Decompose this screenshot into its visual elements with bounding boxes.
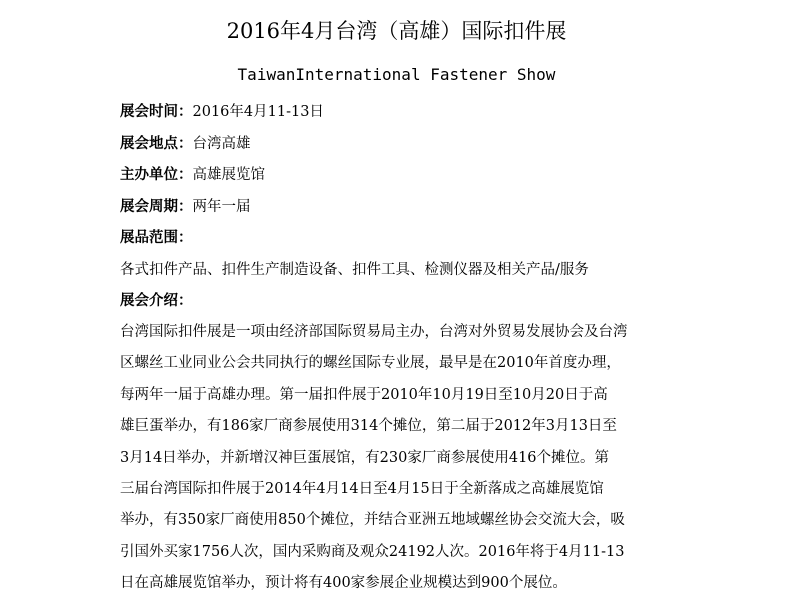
- exhibits-text: 各式扣件产品、扣件生产制造设备、扣件工具、检测仪器及相关产品/服务: [120, 261, 589, 278]
- info-label: 主办单位：: [120, 167, 193, 183]
- document-title: 2016年4月台湾（高雄）国际扣件展: [226, 19, 567, 43]
- intro-line: 日在高雄展览馆举办，预计将有400家参展企业规模达到900个展位。: [120, 575, 567, 592]
- info-value: 2016年4月11-13日: [192, 104, 324, 120]
- intro-line: 每两年一届于高雄办理。第一届扣件展于2010年10月19日至10月20日于高: [120, 386, 608, 403]
- info-row-time: [120, 97, 680, 129]
- info-label: 展会地点：: [120, 135, 193, 152]
- info-label: 展会时间：: [120, 104, 193, 120]
- info-value: 两年一届: [192, 198, 251, 215]
- intro-paragraph: [120, 317, 680, 600]
- intro-line: 雄巨蛋举办，有186家厂商参展使用314个摊位，第二届于2012年3月13日至: [120, 418, 617, 435]
- document-subtitle: TaiwanInternational Fastener Show: [237, 65, 556, 84]
- intro-line: 引国外买家1756人次，国内采购商及观众24192人次。2016年将于4月11-13: [120, 543, 625, 560]
- info-row-organizer: [120, 160, 680, 192]
- info-value: 高雄展览馆: [192, 167, 265, 183]
- info-row-exhibits: [120, 223, 680, 255]
- info-row-intro: [120, 286, 680, 318]
- intro-line: 区螺丝工业同业公会共同执行的螺丝国际专业展，最早是在2010年首度办理，: [120, 355, 621, 372]
- info-label: 展会周期：: [120, 198, 193, 215]
- info-value: 台湾高雄: [192, 135, 251, 152]
- info-row-cycle: [120, 192, 680, 224]
- info-row-location: [120, 129, 680, 161]
- info-list: [120, 97, 680, 318]
- info-label: 展品范围：: [120, 230, 193, 246]
- intro-line: 举办，有350家厂商使用850个摊位，并结合亚洲五地域螺丝协会交流大会，吸: [120, 512, 625, 529]
- intro-line: 台湾国际扣件展是一项由经济部国际贸易局主办，台湾对外贸易发展协会及台湾: [120, 324, 628, 340]
- intro-label: 展会介绍：: [120, 293, 193, 309]
- intro-line: 三届台湾国际扣件展于2014年4月14日至4月15日于全新落成之高雄展览馆: [120, 480, 604, 497]
- intro-line: 3月14日举办，并新增汉神巨蛋展馆，有230家厂商参展使用416个摊位。第: [120, 449, 610, 466]
